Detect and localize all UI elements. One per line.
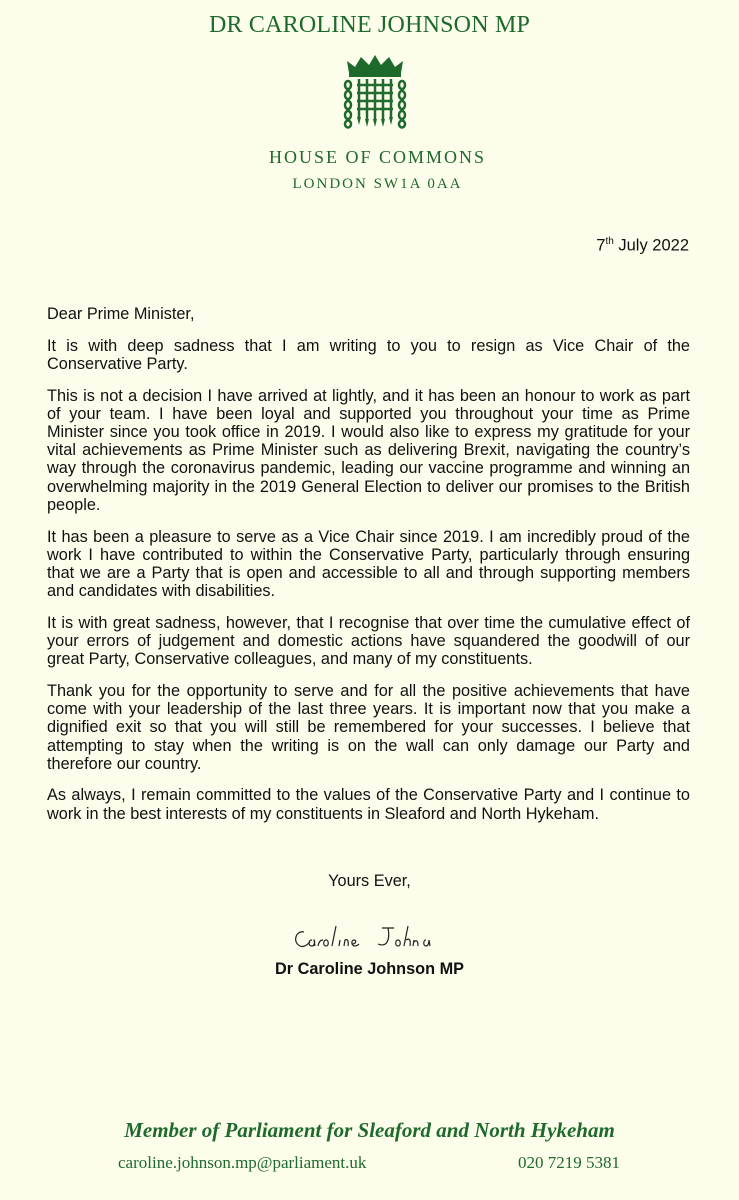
date-month-year: July 2022 (613, 236, 689, 255)
date-day: 7 (596, 236, 606, 255)
date-suffix: th (605, 236, 614, 247)
paragraph: It has been a pleasure to serve as a Vice Chair since 2019. I am incredibly proud of the work I have contributed to within the Conservative Party, particularly through ensuring that we are a Party that is open and accessible to all and through supporting members and candidates with disabilities. (47, 527, 690, 601)
footer-constituency: Member of Parliament for Sleaford and North Hykeham (124, 1118, 615, 1142)
paragraph: It is with deep sadness that I am writing to you to resign as Vice Chair of the Conservative Party. (47, 336, 690, 373)
paragraph: As always, I remain committed to the values of the Conservative Party and I continue to work in the best interests of my constituents in Sleaford and North Hykeham. (47, 786, 690, 823)
footer-phone: 020 7219 5381 (518, 1153, 620, 1172)
portcullis-icon (343, 53, 407, 129)
handwritten-signature (290, 920, 450, 956)
letter-body (47, 305, 690, 836)
signatory-name: Dr Caroline Johnson MP (274, 960, 465, 978)
letter-date (596, 236, 689, 256)
salutation: Dear Prime Minister, (47, 305, 195, 323)
footer-email: caroline.johnson.mp@parliament.uk (118, 1153, 367, 1172)
paragraph: Thank you for the opportunity to serve and for all the positive achievements that have come with your leadership of the last three years. It is important now that you make a dignified exit so that you will still be remembered for your successes. I believe that attempting to stay when the writing is on the wall can only damage our Party and therefore our country. (47, 681, 690, 773)
letterhead-house: HOUSE OF COMMONS (268, 147, 487, 167)
letterhead-address: LONDON SW1A 0AA (292, 176, 463, 192)
paragraph: It is with great sadness, however, that I recognise that over time the cumulative effect of your errors of judgement and domestic actions have squandered the goodwill of our great Party, Conservative colleagues, and many of my constituents. (47, 613, 690, 669)
closing: Yours Ever, (328, 872, 411, 890)
letterhead-name: DR CAROLINE JOHNSON MP (208, 12, 531, 38)
paragraph: This is not a decision I have arrived at lightly, and it has been an honour to work as part of your team. I have been loyal and supported you throughout your time as Prime Minister since you took office in 2019. I would also like to express my gratitude for your vital achievements as Prime Minister such as delivering Brexit, navigating the country’s way through the coronavirus pandemic, leading our vaccine programme and winning an overwhelming majority in the 2019 General Election to deliver our promises to the British people. (47, 386, 690, 514)
